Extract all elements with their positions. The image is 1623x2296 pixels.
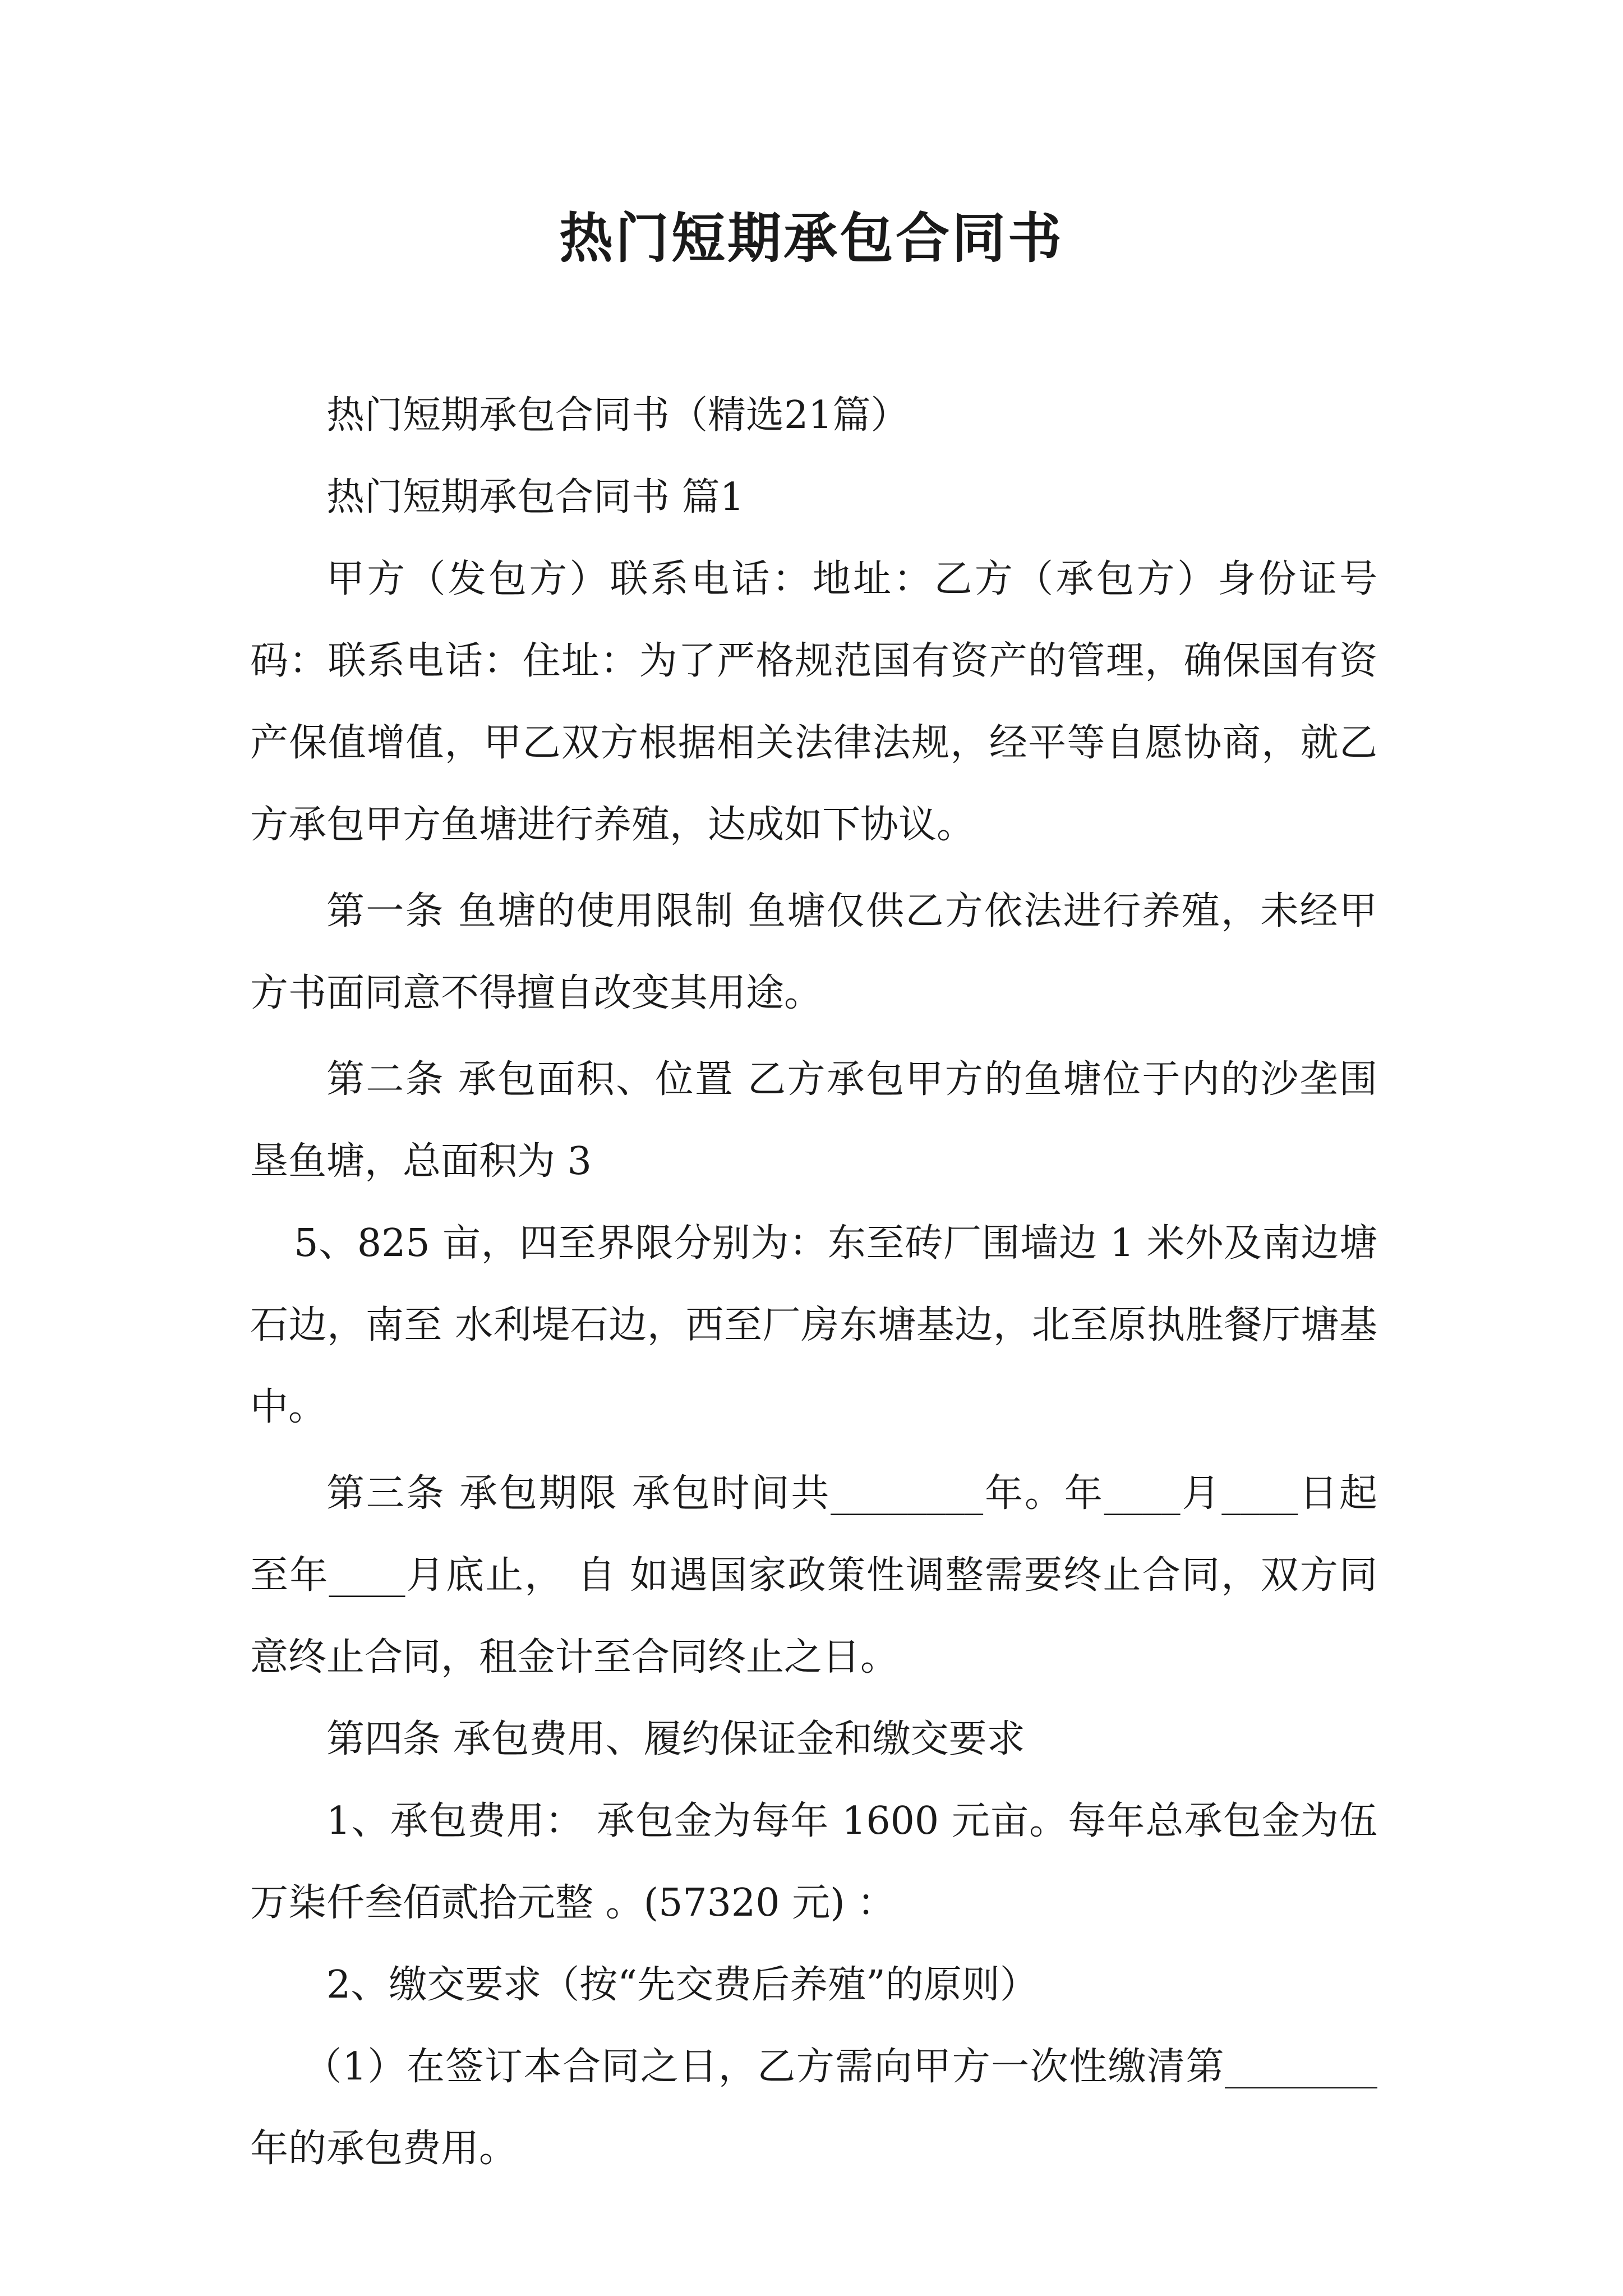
document-title: 热门短期承包合同书 xyxy=(559,206,1064,270)
paragraph-subtitle: 热门短期承包合同书（精选21篇） xyxy=(326,393,909,438)
paragraph-article-4: 第四条 承包费用、履约保证金和缴交要求 xyxy=(326,1717,1025,1761)
paragraph-article-3: 第三条 承包期限 承包时间共________年。年____月____日起至年____月底止， 自 如遇国家政策性调整需要终止合同，双方同意终止合同，租金计至合同终止之日。 xyxy=(250,1471,1377,1680)
paragraph-parties: 甲方（发包方）联系电话：地址：乙方（承包方）身份证号码：联系电话：住址：为了严格规范国有资产的管理，确保国有资产保值增值，甲乙双方根据相关法律法规，经平等自愿协商，就乙方承包甲方鱼塘进行养殖，达成如下协议。 xyxy=(250,557,1377,847)
paragraph-article-1: 第一条 鱼塘的使用限制 鱼塘仅供乙方依法进行养殖，未经甲方书面同意不得擅自改变其用途。 xyxy=(250,889,1377,1015)
paragraph-area-boundaries: 5、825 亩，四至界限分别为：东至砖厂围墙边 1 米外及南边塘石边，南至 水利堤石边，西至厂房东塘基边，北至原执胜餐厅塘基中。 xyxy=(250,1221,1377,1429)
document-body xyxy=(250,375,1377,2190)
paragraph-payment-requirements: 2、缴交要求（按“先交费后养殖”的原则） xyxy=(326,1963,1038,2007)
paragraph-fee: 1、承包费用： 承包金为每年 1600 元亩。每年总承包金为伍万柒仟叁佰贰拾元整 。(57320 元) ： xyxy=(250,1799,1377,1925)
paragraph-section-heading: 热门短期承包合同书 篇1 xyxy=(326,475,744,519)
paragraph-payment-item-1: （1）在签订本合同之日，乙方需向甲方一次性缴清第________年的承包费用。 xyxy=(250,2045,1377,2171)
paragraph-article-2: 第二条 承包面积、位置 乙方承包甲方的鱼塘位于内的沙垄围垦鱼塘，总面积为 3 xyxy=(250,1057,1377,1184)
